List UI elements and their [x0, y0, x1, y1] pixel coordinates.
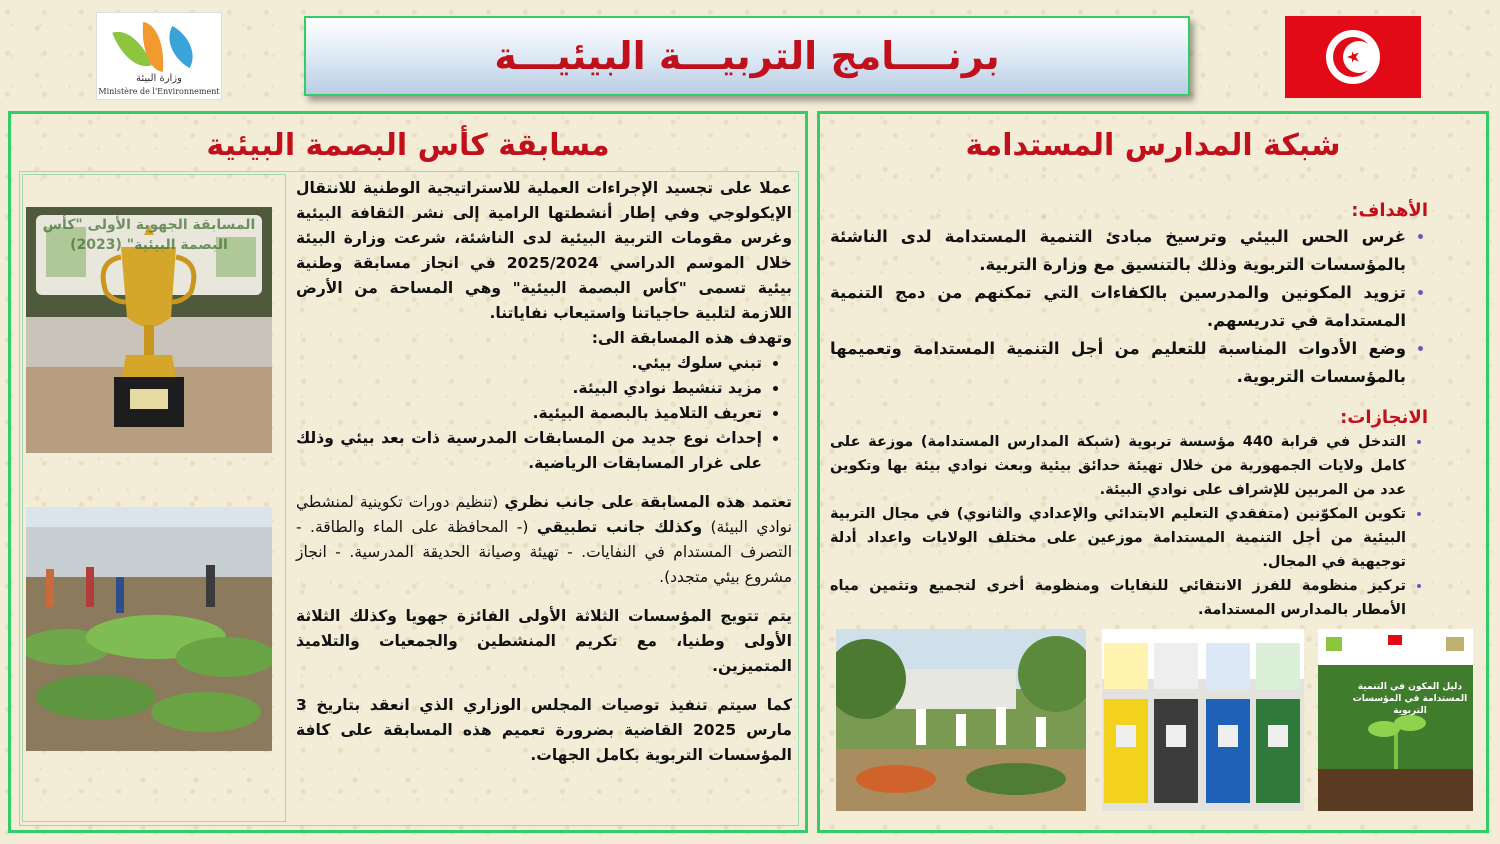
- intro-paragraph: عملا على تجسيد الإجراءات العملية للاستراتيجية الوطنية للانتقال الإيكولوجي وفي إطار أنشطتها الرامية إلى نشر الثقافة البيئية وغرس مقومات التربية البيئية لدى الناشئة، شرعت وزارة البيئة خلال الموسم الدراسي 2025/2024 في انجاز مسابقة وطنية بيئية تسمى "كأس البصمة البيئية" وهي المساحة من الأرض اللازمة لتلبية حاجياتنا واستيعاب نفاياتنا.: [296, 179, 792, 322]
- goals-intro: وتهدف هذه المسابقة الى:: [591, 329, 792, 347]
- right-panel-heading: شبكة المدارس المستدامة: [965, 128, 1341, 163]
- garden-work-photo: [836, 629, 1086, 811]
- method-practice-detail: (- المحافظة على الماء والطاقة. - التصرف المستدام في النفايات. - تهيئة وصيانة الحديقة المدرسية. - انجاز مشروع بيئي متجدد).: [296, 518, 792, 586]
- leaf-blue-icon: [158, 26, 203, 68]
- achievements-heading: الانجازات:: [1340, 407, 1428, 428]
- trophy-photo: [26, 207, 272, 453]
- list-item: • تكوين المكوّنين (متفقدي التعليم الابتدائي والإعدادي والثانوي) في مجال التربية البيئية من أجل التنمية المستدامة موزعين على مختلف الولايات واعداد أدلة توجيهية في المجال.: [830, 502, 1406, 574]
- list-item: • تبني سلوك بيئي.: [296, 351, 762, 376]
- ministry-logo: [96, 12, 222, 100]
- method-theory-detail: (تنظيم دورات تكوينية لمنشطي نوادي البيئة): [296, 493, 792, 536]
- left-panel-heading: مسابقة كأس البصمة البيئية: [206, 128, 610, 163]
- trainer-guide-booklet: [1318, 629, 1473, 811]
- sustainable-schools-panel: [817, 111, 1489, 833]
- list-item: • غرس الحس البيئي وترسيخ مبادئ التنمية المستدامة لدى الناشئة بالمؤسسات التربوية وذلك بالتنسيق مع وزارة التربية.: [830, 223, 1406, 279]
- recycling-bins-photo: [1102, 629, 1304, 811]
- list-item: • تركيز منظومة للفرز الانتقائي للنفايات ومنظومة أخرى لتجميع وتثمين مياه الأمطار بالمدارس المستدامة.: [830, 574, 1406, 622]
- method-paragraph: [296, 490, 792, 590]
- tunisia-flag-icon: [1285, 16, 1421, 98]
- booklet-title: دليل المكون في التنمية المستدامة في المؤسسات التربوية: [1352, 682, 1468, 716]
- method-theory-label: تعتمد هذه المسابقة على جانب نظري: [504, 493, 792, 511]
- list-item: • مزيد تنشيط نوادي البيئة.: [296, 376, 762, 401]
- school-garden-photo: [26, 507, 272, 751]
- goals-heading: الأهداف:: [1351, 200, 1428, 221]
- list-item: • تزويد المكونين والمدرسين بالكفاءات التي تمكنهم من دمج التنمية المستدامة في تدريسهم.: [830, 279, 1406, 335]
- left-content-box: [19, 171, 799, 826]
- logo-caption-fr: Ministère de l'Environnement: [98, 87, 220, 96]
- left-text-column: [296, 176, 792, 768]
- list-item: • تعريف التلاميذ بالبصمة البيئية.: [296, 401, 762, 426]
- trophy-banner-text: المسابقة الجهوية الأولى "كأس البصمة البيئية" (2023): [42, 217, 256, 253]
- ecological-footprint-panel: [8, 111, 808, 833]
- award-paragraph: يتم تتويج المؤسسات الثلاثة الأولى الفائزة جهويا وكذلك الثلاثة الأولى وطنيا، مع تكريم المنشطين والجمعيات والتلاميذ المتميزين.: [296, 607, 792, 675]
- method-practice-label: وكذلك جانب تطبيقي: [536, 518, 703, 536]
- list-item: • التدخل في قرابة 440 مؤسسة تربوية (شبكة المدارس المستدامة) موزعة على كامل ولايات الجمهورية من خلال تهيئة حدائق بيئية وبعث نوادي بيئة بها وتكوين عدد من المربين للإشراف على نوادي البيئة.: [830, 430, 1406, 502]
- network-goals-list: [830, 223, 1428, 391]
- list-item: • وضع الأدوات المناسبة للتعليم من أجل التنمية المستدامة وتعميمها بالمؤسسات التربوية.: [830, 335, 1406, 391]
- achievements-list: [830, 430, 1428, 622]
- program-title: برنــــامج التربيـــة البيئيـــة: [494, 34, 1000, 78]
- competition-goals-list: [296, 351, 792, 476]
- council-paragraph: كما سيتم تنفيذ توصيات المجلس الوزاري الذي انعقد بتاريخ 3 مارس 2025 القاضية بضرورة تعميم هذه المسابقة على كافة المؤسسات التربوية بكامل الجهات.: [296, 696, 793, 764]
- program-title-banner: [304, 16, 1190, 96]
- logo-caption-ar: وزارة البيئة: [136, 73, 182, 84]
- right-text-column: [830, 198, 1428, 622]
- list-item: • إحداث نوع جديد من المسابقات المدرسية ذات بعد بيئي وذلك على غرار المسابقات الرياضية.: [296, 426, 762, 476]
